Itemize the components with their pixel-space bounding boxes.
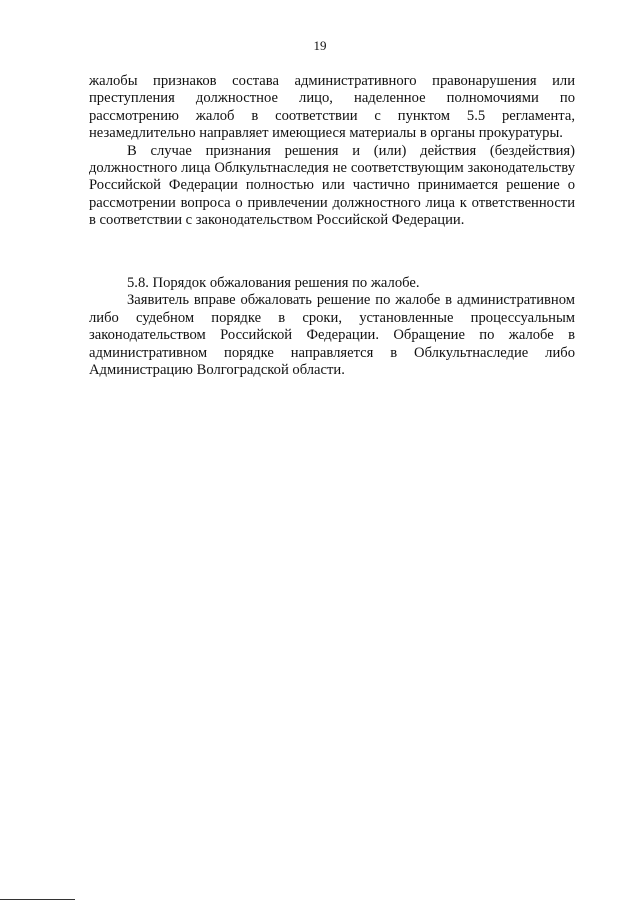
paragraph-prosecution-referral: жалобы признаков состава административного правонарушения или преступления должностное лицо, наделенное полномочиями по рассмотрению жалоб в соответствии с пунктом 5.5 регламента, незамедлительно направляет имеющиеся материалы в органы прокуратуры.: [89, 73, 575, 142]
section-complaint-consideration: [89, 73, 575, 230]
page-number: 19: [313, 38, 327, 53]
section-appeal-procedure: [89, 275, 575, 379]
section-heading-5-8: 5.8. Порядок обжалования решения по жалобе.: [127, 275, 420, 291]
paragraph-official-liability: В случае признания решения и (или) действия (бездействия) должностного лица Облкультнаследия не соответствующим законодательству Российской Федерации полностью или частично принимается решение о рассмотрении вопроса о привлечении должностного лица к ответственности в соответствии с законодательством Российской Федерации.: [89, 142, 575, 229]
paragraph-appeal-rights: Заявитель вправе обжаловать решение по жалобе в административном либо судебном порядке в сроки, установленные процессуальным законодательством Российской Федерации. Обращение по жалобе в административном порядке направляется в Облкультнаследие либо Администрацию Волгоградской области.: [89, 292, 575, 379]
footer-rule: [0, 899, 75, 900]
